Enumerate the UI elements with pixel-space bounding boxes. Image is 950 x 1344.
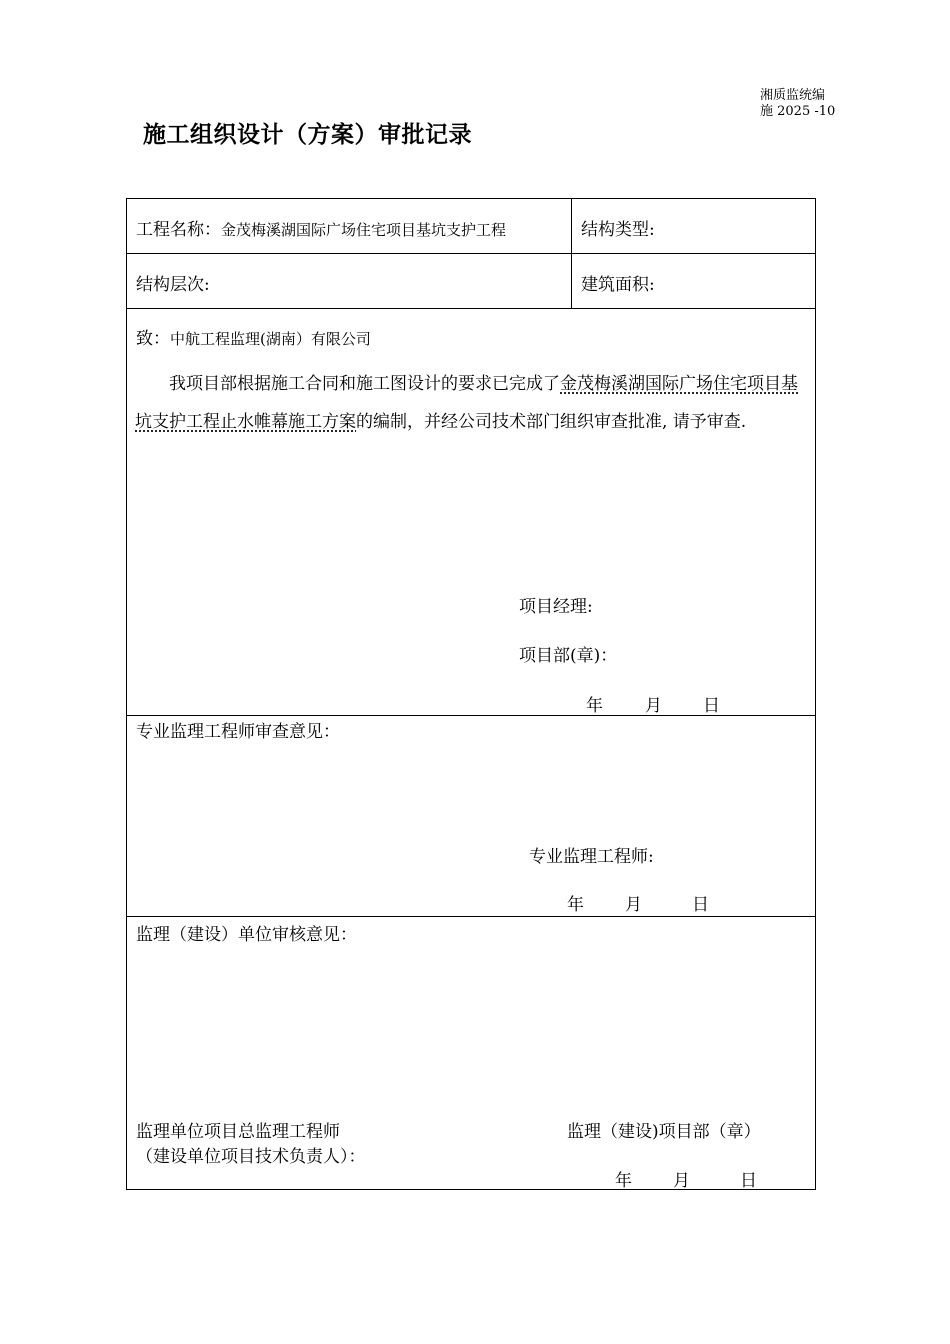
recipient: [136, 324, 371, 349]
date-year: 年: [615, 1171, 632, 1191]
divider: [571, 199, 572, 254]
project-name-label: 工程名称：: [136, 220, 221, 240]
submission-text: [135, 365, 807, 441]
structure-row: [127, 254, 815, 309]
supervisor-review-label: 监理（建设）单位审核意见：: [136, 925, 357, 945]
date-month: 月: [625, 895, 642, 915]
supervisor-review-section: [127, 917, 815, 1189]
chief-engineer-label: 监理单位项目总监理工程师: [136, 1122, 340, 1142]
date-day: 日: [692, 895, 709, 915]
date-month: 月: [645, 696, 662, 716]
recipient-value: 中航工程监理(湖南）有限公司: [170, 330, 371, 348]
date-year: 年: [567, 895, 584, 915]
text-after: 的编制，并经公司技术部门组织审查批准, 请予审查.: [356, 412, 747, 432]
form-code-line1: 湘质监统编: [760, 88, 826, 103]
page-title: 施工组织设计（方案）审批记录: [143, 122, 472, 148]
submission-section: [127, 309, 815, 716]
date-year: 年: [586, 696, 603, 716]
supervisor-dept-label: 监理（建设)项目部（章）: [567, 1122, 761, 1142]
project-manager-label: 项目经理:: [519, 597, 593, 617]
structure-levels-label: 结构层次:: [136, 275, 210, 295]
approval-form: [126, 198, 816, 1190]
text-before: 我项目部根据施工合同和施工图设计的要求已完成了: [169, 374, 560, 394]
date-day: 日: [740, 1171, 757, 1191]
engineer-sign-label: 专业监理工程师:: [529, 847, 654, 867]
divider: [571, 254, 572, 309]
project-name-value: 金茂梅溪湖国际广场住宅项目基坑支护工程: [221, 221, 507, 239]
form-code: [760, 88, 835, 120]
recipient-label: 致：: [136, 329, 170, 349]
date-month: 月: [673, 1171, 690, 1191]
plan-name: 金茂梅溪湖国际广场住宅项目基坑支护工程止水帷幕施工方案: [135, 374, 798, 432]
structure-type-label: 结构类型:: [581, 220, 655, 240]
project-dept-label: 项目部(章)：: [519, 646, 618, 666]
form-code-line2: 施 2025 -10: [760, 104, 836, 119]
date-day: 日: [703, 696, 720, 716]
project-info-row: [127, 199, 815, 254]
engineer-review-label: 专业监理工程师审查意见：: [136, 722, 340, 742]
building-area-label: 建筑面积:: [581, 275, 655, 295]
project-name: [136, 215, 506, 240]
engineer-review-section: [127, 716, 815, 917]
chief-engineer-label2: （建设单位项目技术负责人）：: [136, 1147, 366, 1167]
